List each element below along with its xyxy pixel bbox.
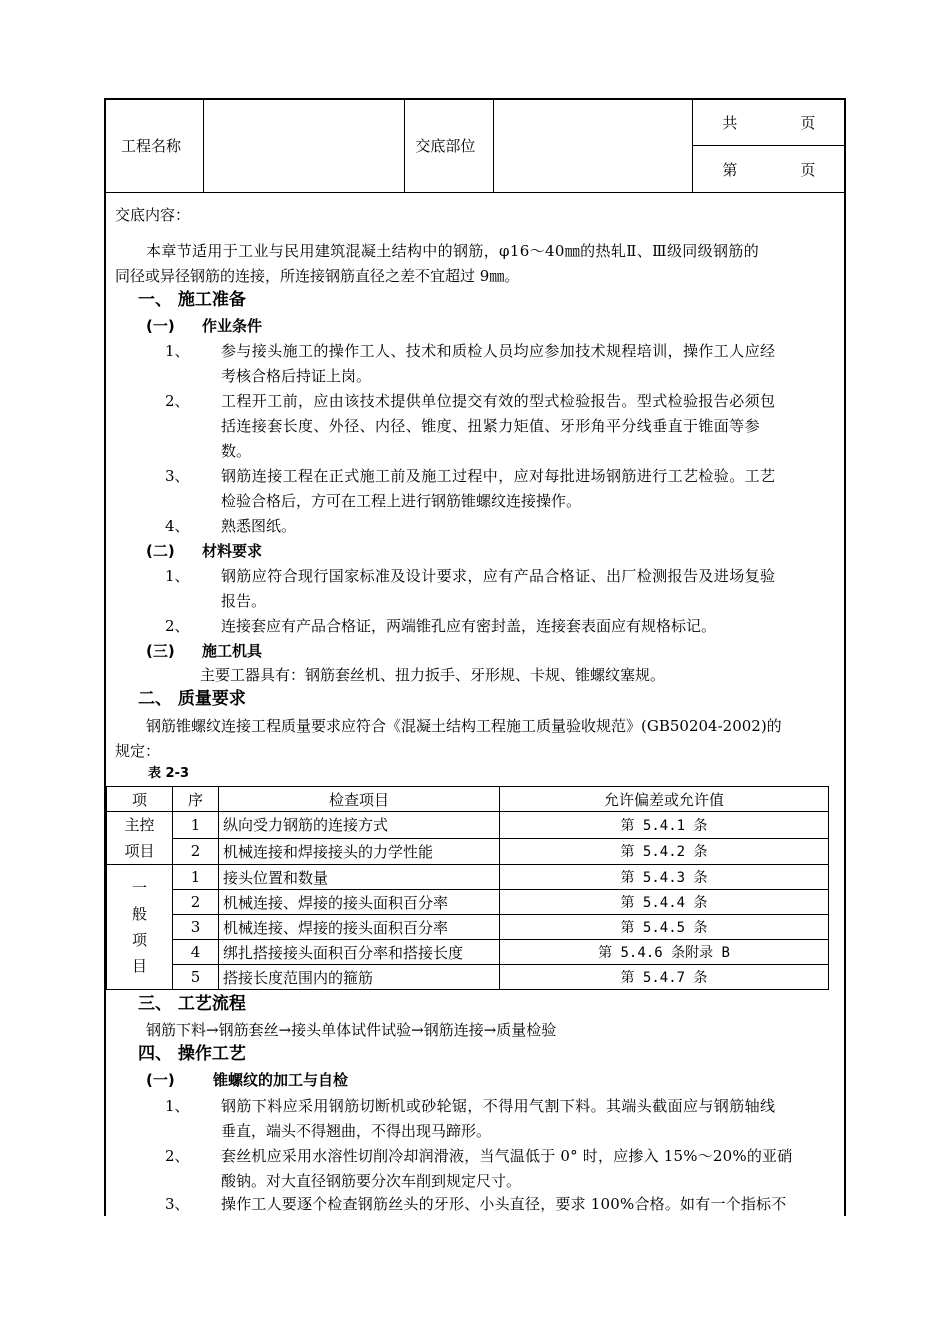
row-seq: 1 — [173, 865, 219, 890]
item-line: 连接套应有产品合格证，两端锥孔应有密封盖，连接套表面应有规格标记。 — [221, 617, 717, 635]
item-no: 3、 — [165, 1195, 190, 1213]
row-value: 第 5.4.1 条 — [500, 812, 829, 839]
table-row — [107, 812, 829, 839]
item-no: 4、 — [165, 517, 190, 535]
table-header: 允许偏差或允许值 — [500, 787, 829, 812]
row-seq: 2 — [173, 838, 219, 865]
total-pages: 共 页 — [692, 99, 845, 146]
table-row — [107, 865, 829, 890]
item-line: 括连接套长度、外径、内径、锥度、扭紧力矩值、牙形角平分线垂直于锥面等参 — [221, 417, 761, 435]
intro-line-1: 本章节适用于工业与民用建筑混凝土结构中的钢筋，φ16～40㎜的热轧Ⅱ、Ⅲ级同级钢筋的 — [146, 242, 760, 260]
item-line: 垂直，端头不得翘曲，不得出现马蹄形。 — [221, 1122, 492, 1140]
table-caption: 表 2-3 — [148, 766, 190, 781]
subsection-1-2-title: 材料要求 — [202, 542, 263, 560]
table-header-row — [107, 787, 829, 812]
item-line: 报告。 — [221, 592, 267, 610]
process-flow: 钢筋下料→钢筋套丝→接头单体试件试验→钢筋连接→质量检验 — [146, 1021, 557, 1039]
table-row — [107, 890, 829, 915]
item-no: 2、 — [165, 1147, 190, 1165]
row-item: 机械连接、焊接的接头面积百分率 — [219, 890, 500, 915]
item-line: 钢筋应符合现行国家标准及设计要求，应有产品合格证、出厂检测报告及进场复验 — [221, 567, 776, 585]
quality-table — [106, 786, 829, 990]
item-no: 3、 — [165, 467, 190, 485]
table-row — [107, 940, 829, 965]
item-no: 2、 — [165, 392, 190, 410]
quality-text-line-1: 钢筋锥螺纹连接工程质量要求应符合《混凝土结构工程施工质量验收规范》(GB50204-2002)的 — [146, 717, 782, 735]
row-value: 第 5.4.4 条 — [500, 890, 829, 915]
row-value: 第 5.4.3 条 — [500, 865, 829, 890]
table-row — [107, 915, 829, 940]
item-line: 工程开工前，应由该技术提供单位提交有效的型式检验报告。型式检验报告必须包 — [221, 392, 776, 410]
row-item: 接头位置和数量 — [219, 865, 500, 890]
item-line: 检验合格后，方可在工程上进行钢筋锥螺纹连接操作。 — [221, 492, 582, 510]
handover-part-value[interactable] — [493, 99, 692, 193]
subsection-4-1-title: 锥螺纹的加工与自检 — [213, 1071, 349, 1089]
table-header: 项 — [107, 787, 173, 812]
subsection-1-1-title: 作业条件 — [202, 317, 263, 335]
subsection-4-1-no: (一) — [146, 1071, 175, 1089]
project-name-value[interactable] — [204, 99, 405, 193]
table-row — [107, 965, 829, 990]
row-value: 第 5.4.7 条 — [500, 965, 829, 990]
item-no: 2、 — [165, 617, 190, 635]
item-no: 1、 — [165, 567, 190, 585]
row-seq: 3 — [173, 915, 219, 940]
item-no: 1、 — [165, 1097, 190, 1115]
item-line: 考核合格后持证上岗。 — [221, 367, 372, 385]
quality-text-line-2: 规定： — [115, 742, 161, 760]
handover-part-label: 交底部位 — [405, 99, 493, 193]
item-line: 数。 — [221, 442, 252, 460]
row-item: 机械连接和焊接接头的力学性能 — [219, 838, 500, 865]
section-4-title: 四、 操作工艺 — [138, 1044, 246, 1064]
tools-text: 主要工器具有：钢筋套丝机、扭力扳手、牙形规、卡规、锥螺纹塞规。 — [200, 666, 666, 684]
table-row — [107, 838, 829, 865]
item-line: 钢筋连接工程在正式施工前及施工过程中，应对每批进场钢筋进行工艺检验。工艺 — [221, 467, 776, 485]
item-line: 钢筋下料应采用钢筋切断机或砂轮锯，不得用气割下料。其端头截面应与钢筋轴线 — [221, 1097, 776, 1115]
row-seq: 4 — [173, 940, 219, 965]
content-label: 交底内容： — [115, 206, 191, 224]
row-item: 搭接长度范围内的箍筋 — [219, 965, 500, 990]
intro-line-2: 同径或异径钢筋的连接，所连接钢筋直径之差不宜超过 9㎜。 — [115, 267, 520, 285]
main-control-group: 主控 项目 — [107, 812, 173, 865]
section-2-title: 二、 质量要求 — [138, 689, 246, 709]
row-value: 第 5.4.6 条附录 B — [500, 940, 829, 965]
subsection-1-3-title: 施工机具 — [202, 642, 263, 660]
item-line: 酸钠。对大直径钢筋要分次车削到规定尺寸。 — [221, 1172, 522, 1190]
item-line: 操作工人要逐个检查钢筋丝头的牙形、小头直径，要求 100%合格。如有一个指标不 — [221, 1195, 787, 1213]
item-line: 熟悉图纸。 — [221, 517, 297, 535]
section-3-title: 三、 工艺流程 — [138, 994, 246, 1014]
row-item: 绑扎搭接接头面积百分率和搭接长度 — [219, 940, 500, 965]
row-item: 机械连接、焊接的接头面积百分率 — [219, 915, 500, 940]
subsection-1-1-no: (一) — [146, 317, 175, 335]
section-1-title: 一、 施工准备 — [138, 290, 246, 310]
subsection-1-2-no: (二) — [146, 542, 175, 560]
subsection-1-3-no: (三) — [146, 642, 175, 660]
item-no: 1、 — [165, 342, 190, 360]
row-seq: 1 — [173, 812, 219, 839]
row-item: 纵向受力钢筋的连接方式 — [219, 812, 500, 839]
general-group: 一 般 项 目 — [107, 865, 173, 990]
row-value: 第 5.4.5 条 — [500, 915, 829, 940]
table-header: 检查项目 — [219, 787, 500, 812]
table-header: 序 — [173, 787, 219, 812]
item-line: 套丝机应采用水溶性切削冷却润滑液，当气温低于 0° 时，应掺入 15%～20%的亚硝 — [221, 1147, 793, 1165]
row-seq: 5 — [173, 965, 219, 990]
item-line: 参与接头施工的操作工人、技术和质检人员均应参加技术规程培训，操作工人应经 — [221, 342, 776, 360]
project-name-label: 工程名称 — [105, 99, 204, 193]
row-seq: 2 — [173, 890, 219, 915]
header-table — [104, 98, 846, 193]
page-number: 第 页 — [692, 146, 845, 193]
row-value: 第 5.4.2 条 — [500, 838, 829, 865]
